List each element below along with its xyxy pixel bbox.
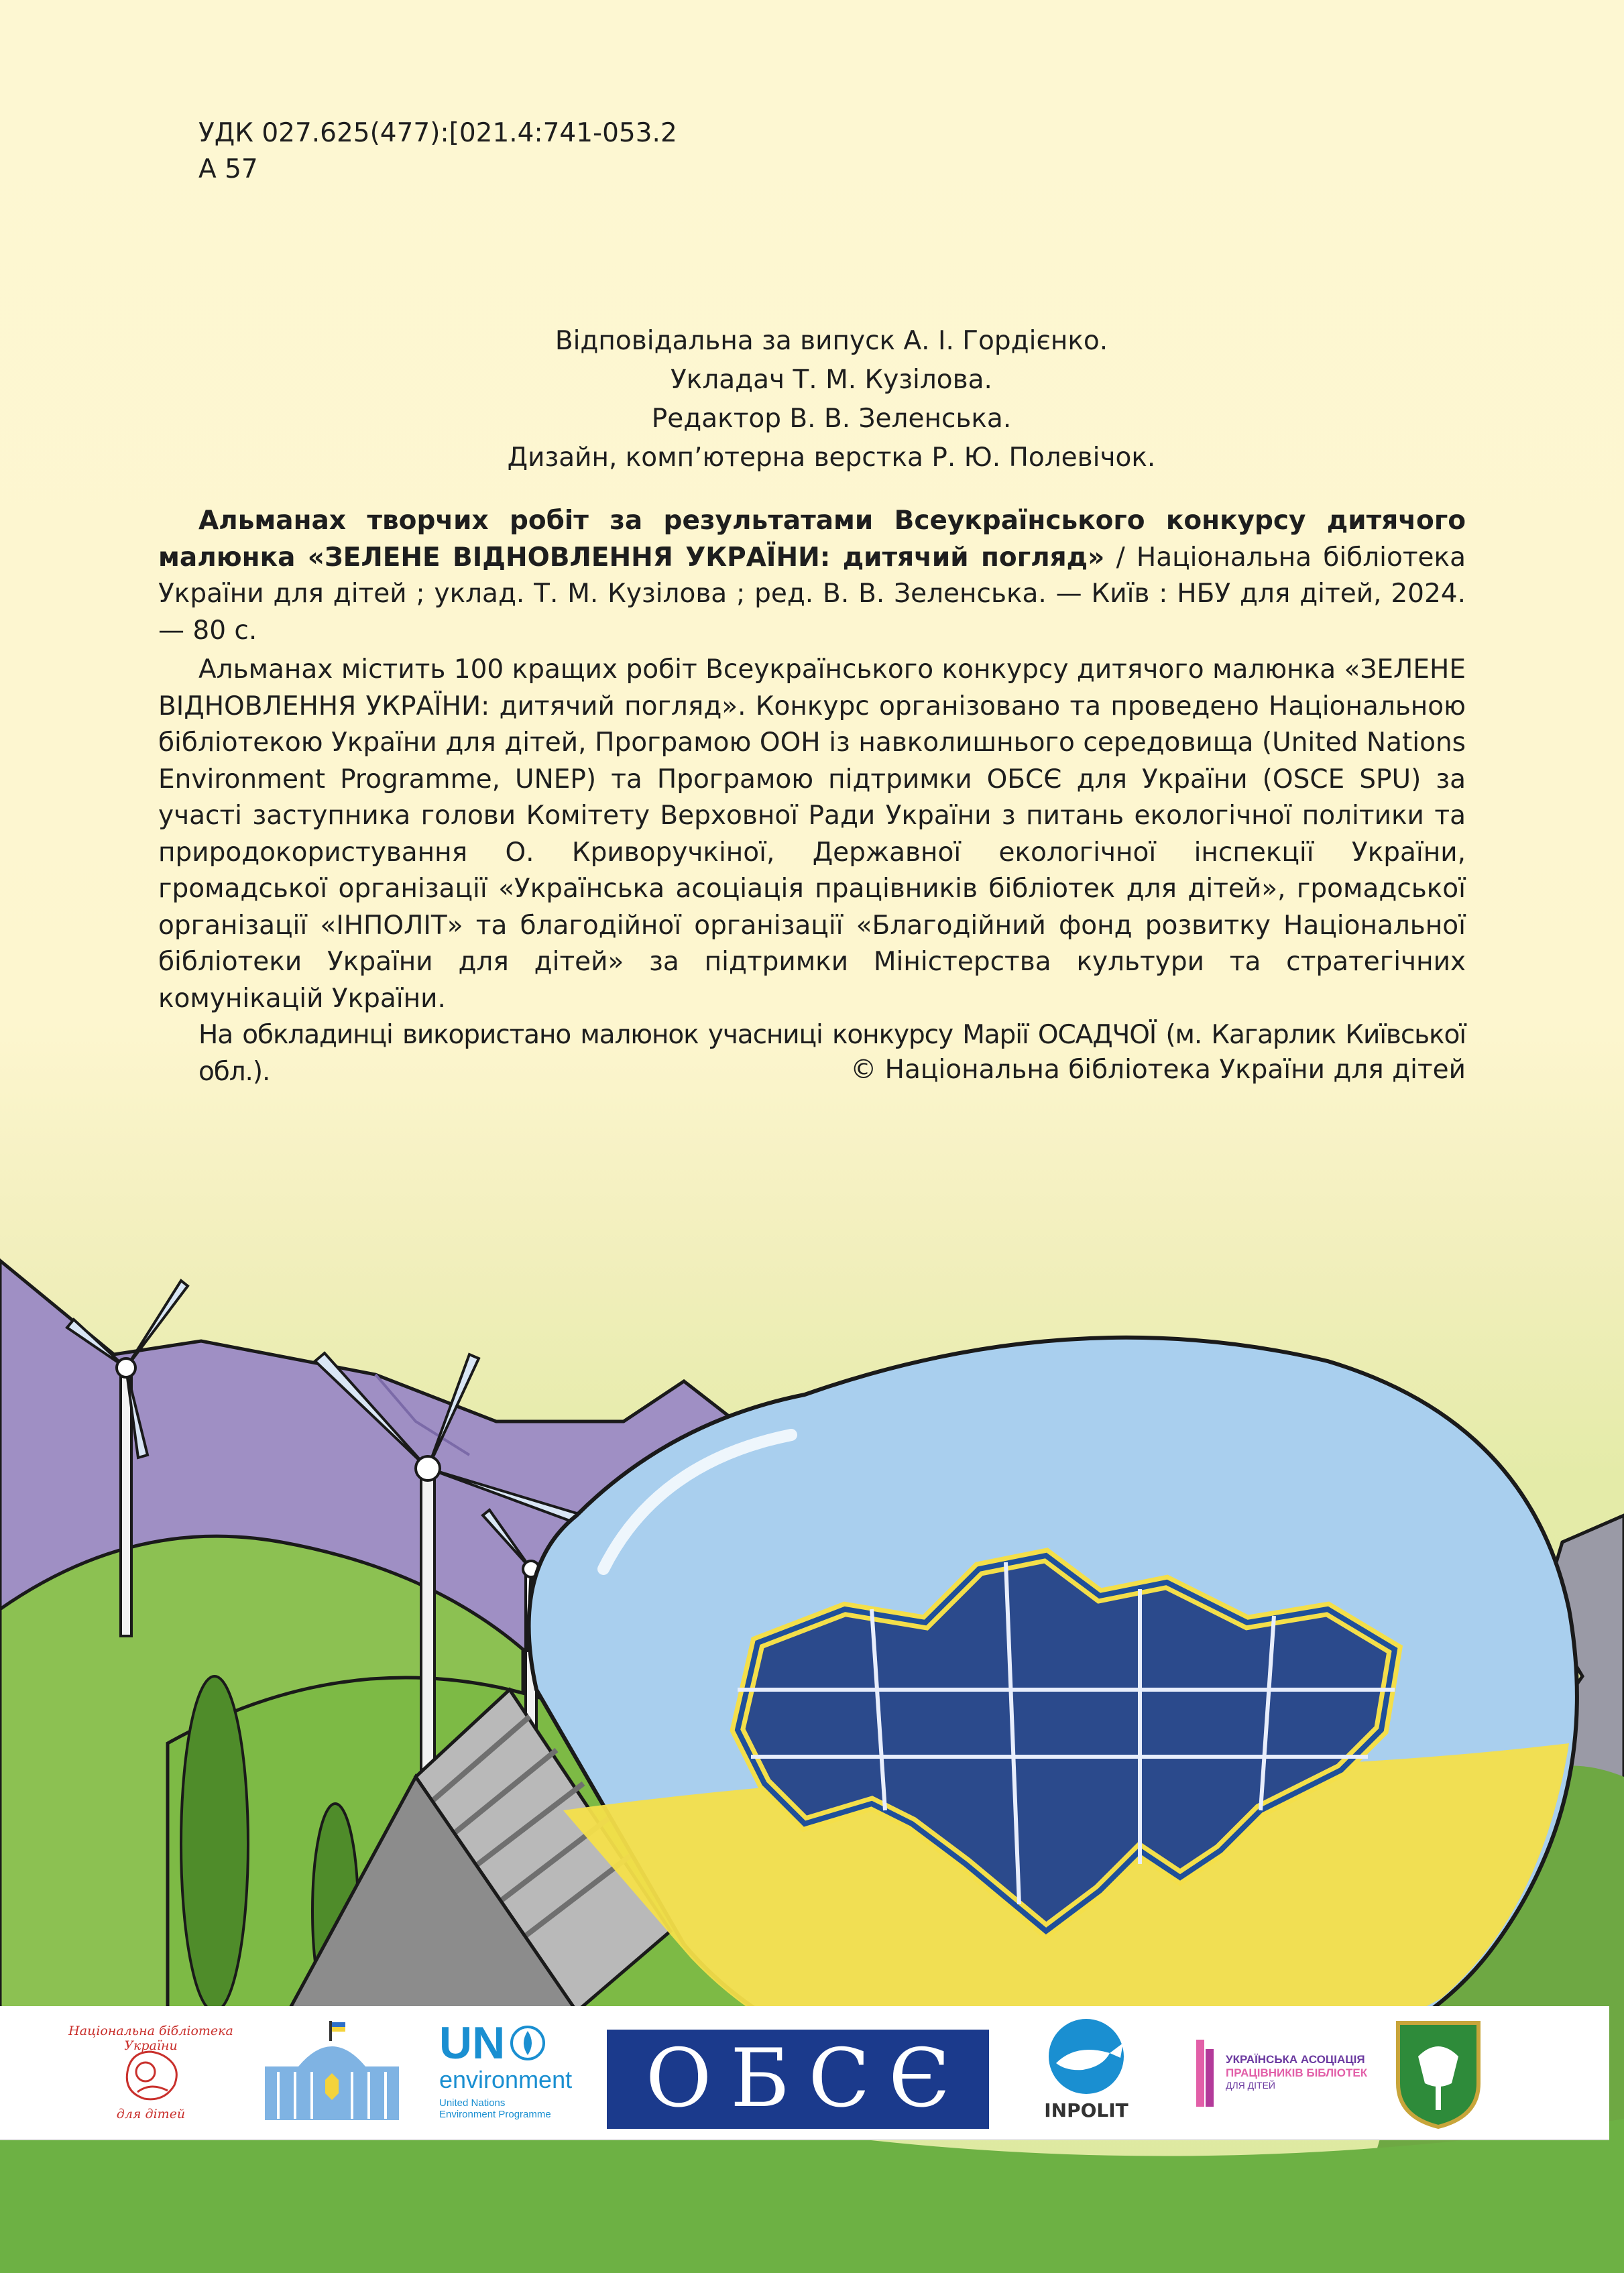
osce-logo [607, 2030, 989, 2129]
inpolit-text: INPOLIT [1044, 2099, 1128, 2121]
un-small-line-2: Environment Programme [439, 2109, 551, 2120]
assoc-line-3: ДЛЯ ДІТЕЙ [1226, 2080, 1275, 2091]
author-mark: А 57 [198, 154, 258, 184]
udk-block [198, 115, 677, 188]
un-emblem-icon [509, 2024, 546, 2062]
un-small-line-1: United Nations [439, 2097, 506, 2109]
whale-globe-icon [1036, 2016, 1137, 2097]
annotation [158, 652, 1466, 1090]
parliament-logo [258, 2020, 406, 2127]
books-icon [1194, 2033, 1218, 2113]
un-environment-logo [439, 2020, 587, 2127]
udk-code: УДК 027.625(477):[021.4:741-053.2 [198, 118, 677, 148]
credits [322, 322, 1341, 477]
nbu-logo [60, 2020, 241, 2127]
credit-design: Дизайн, комп’ютерна верстка Р. Ю. Полевічок. [507, 443, 1156, 473]
credit-editor: Редактор В. В. Зеленська. [651, 404, 1012, 434]
osce-text: ОБСЄ [645, 2032, 970, 2125]
city-coat-of-arms [1391, 2016, 1485, 2130]
credit-compiler: Укладач Т. М. Кузілова. [671, 365, 992, 395]
assoc-line-2: ПРАЦІВНИКІВ БІБЛІОТЕК [1226, 2066, 1368, 2079]
un-environment-word: environment [439, 2066, 573, 2093]
bibliography-details: / Національна бібліотека України для дітей ; уклад. Т. М. Кузілова ; ред. В. В. Зеленська. — Київ : НБУ для дітей, 2024. — 80 с. [158, 542, 1466, 646]
ua-association-logo [1194, 2033, 1368, 2127]
credit-responsible: Відповідальна за випуск А. І. Гордієнко. [555, 326, 1108, 356]
nbu-logo-bottom-text: для дітей [116, 2107, 186, 2121]
inpolit-logo [1036, 2016, 1137, 2130]
un-letters: UN [439, 2018, 506, 2068]
white-logo-strip [0, 2006, 1609, 2140]
nbu-logo-top-text: Національна бібліотека України [68, 2024, 233, 2053]
copyright: © Національна бібліотека України для дітей [850, 1055, 1466, 1085]
annotation-text: Альманах містить 100 кращих робіт Всеукраїнського конкурсу дитячого малюнка «ЗЕЛЕНЕ ВІДНОВЛЕННЯ УКРАЇНИ: дитячий погляд». Конкурс організовано та проведено Національною бібліотекою України для дітей, Програмою ООН із навколишнього середовища (United Nations Environment Programme, UNEP) та Програмою підтримки ОБСЄ для України (OSCE SPU) за участі заступника голови Комітету Верховної Ради України з питань екологічної політики та природокористування О. Криворучкіної, Державної екологічної інспекції України, громадської організації «Українська асоціація працівників бібліотек для дітей», громадської організації «ІНПОЛІТ» та благодійної організації «Благодійний фонд розвитку Національної бібліотеки України для дітей» за підтримки Міністерства культури та стратегічних комунікацій України. [158, 654, 1466, 1014]
cover-note: На обкладинці використано малюнок учасниці конкурсу Марії ОСАДЧОЇ (м. Кагарлик Київської обл.). [198, 1020, 1466, 1087]
book-title: Альманах творчих робіт за результатами Всеукраїнського конкурсу дитячого малюнка «ЗЕЛЕНЕ ВІДНОВЛЕННЯ УКРАЇНИ: дитячий погляд» [158, 506, 1466, 573]
nbu-child-icon [111, 2045, 191, 2105]
bibliographic-description [158, 503, 1466, 649]
assoc-line-1: УКРАЇНСЬКА АСОЦІАЦІЯ [1226, 2053, 1365, 2066]
